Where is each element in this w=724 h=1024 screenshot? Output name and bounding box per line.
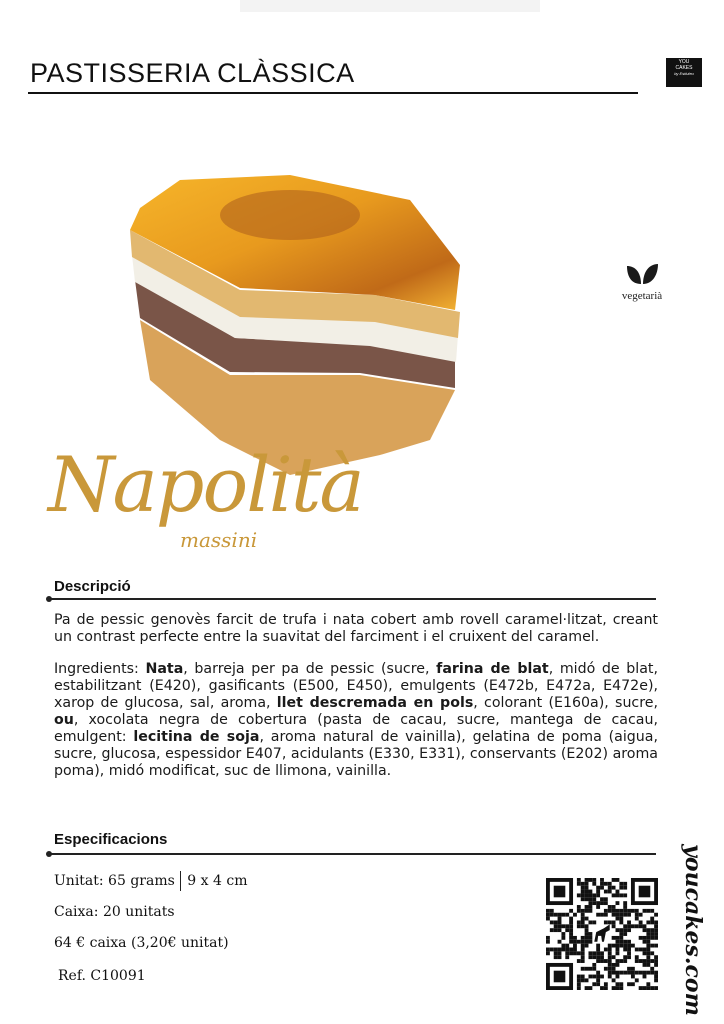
- product-brand: massini: [180, 528, 258, 552]
- product-photo: [110, 160, 480, 480]
- spec-box: Caixa: 20 unitats: [54, 904, 175, 920]
- description-text: Pa de pessic genovès farcit de trufa i nata cobert amb rovell caramel·litzat, creant un contrast perfecte entre la suavitat del farciment i el cruixent del caramel.: [54, 612, 658, 645]
- ingredients-segment: , xocolata negra de cobertura (pasta de cacau, sucre, mantega de cacau, emulgent:: [54, 712, 658, 745]
- website-text: youcakes.com: [680, 844, 706, 1016]
- qr-code[interactable]: [546, 878, 658, 990]
- header-divider: [28, 92, 638, 94]
- specs-title: Especificacions: [54, 831, 168, 848]
- brand-logo-line2: CAKES: [675, 65, 693, 71]
- product-name: Napolità: [48, 440, 363, 529]
- spec-unit-row: [54, 871, 247, 891]
- specs-divider: [50, 853, 656, 855]
- vegetarian-badge: [612, 262, 672, 302]
- spec-unit: Unitat: 65 grams: [54, 873, 175, 889]
- leaf-icon: [625, 262, 659, 286]
- spec-price: 64 € caixa (3,20€ unitat): [54, 935, 229, 951]
- spec-separator: [180, 871, 182, 891]
- allergen-highlight: llet descremada en pols: [276, 695, 474, 711]
- allergen-highlight: ou: [54, 712, 74, 728]
- brand-logo-line1: YOU: [678, 59, 690, 65]
- allergen-highlight: farina de blat: [436, 661, 549, 677]
- vegetarian-label: vegetarià: [621, 290, 663, 302]
- ingredients-segment: , midó de blat, estabilitzant (E420), gasificants (E500, E450), emulgents (E472b, E472a, E472e), xarop de glucosa, sal, aroma,: [54, 661, 659, 711]
- allergen-highlight: lecitina de soja: [133, 729, 260, 745]
- ingredients-text: [54, 661, 658, 780]
- ingredients-segment: Ingredients:: [54, 661, 146, 677]
- spec-size: 9 x 4 cm: [187, 873, 248, 889]
- brand-logo: [666, 58, 702, 87]
- website-vertical: [676, 844, 710, 1016]
- specs-divider-dot: [46, 851, 52, 857]
- ingredients-segment: , aroma natural de vainilla), gelatina de poma (aigua, sucre, glucosa, espessidor E407, acidulants (E330, E331), conservants (E202) aroma poma), midó modificat, suc de llimona, vainilla.: [54, 729, 658, 779]
- spec-ref: Ref. C10091: [58, 968, 146, 984]
- dino-icon: [594, 924, 609, 941]
- page-title: PASTISSERIA CLÀSSICA: [30, 58, 355, 88]
- allergen-highlight: Nata: [145, 661, 184, 677]
- ingredients-segment: , colorant (E160a), sucre,: [473, 695, 658, 711]
- description-divider: [50, 598, 656, 600]
- description-title: Descripció: [54, 578, 131, 595]
- brand-logo-line3: by Estiuleu: [674, 71, 694, 76]
- top-strip: [240, 0, 540, 12]
- ingredients-segment: , barreja per pa de pessic (sucre,: [183, 661, 437, 677]
- description-divider-dot: [46, 596, 52, 602]
